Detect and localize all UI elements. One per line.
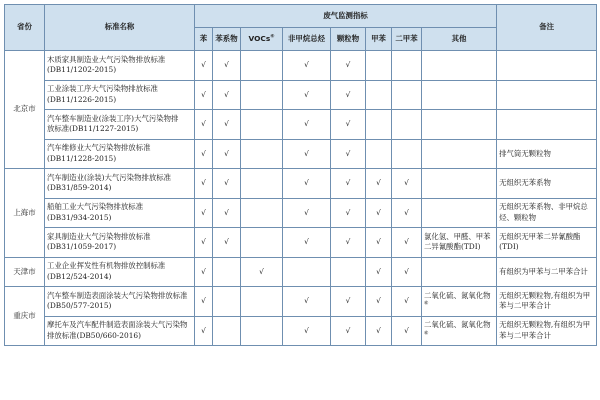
other-indicator-cell: [422, 80, 497, 110]
header-xylene: 二甲苯: [392, 28, 422, 51]
indicator-cell: [331, 80, 366, 110]
checkmark: √: [201, 148, 206, 158]
header-standard-name: 标准名称: [45, 5, 195, 51]
checkmark: √: [304, 325, 309, 335]
indicator-cell: [283, 139, 331, 169]
indicator-cell: [331, 110, 366, 140]
indicator-cell: [213, 316, 241, 346]
standard-name-line2: (DB11/1202-2015): [47, 65, 117, 75]
indicator-cell: [283, 287, 331, 317]
checkmark: √: [376, 266, 381, 276]
standard-name-line1: 汽车制造业(涂装)大气污染物排放标准: [47, 172, 172, 182]
table-body: [5, 51, 597, 346]
checkmark: √: [201, 266, 206, 276]
indicator-cell: [195, 316, 213, 346]
header-benzene-series: 苯系物: [213, 28, 241, 51]
indicator-cell: [366, 139, 392, 169]
checkmark: √: [345, 60, 351, 69]
indicator-cell: [283, 228, 331, 258]
table-row: [5, 257, 597, 287]
indicator-cell: [213, 169, 241, 199]
checkmark: √: [224, 237, 229, 246]
checkmark: √: [201, 207, 206, 217]
indicator-cell: [366, 110, 392, 140]
indicator-cell: [195, 257, 213, 287]
standard-name-line1: 汽车整车制造表面涂装大气污染物排放标准: [47, 290, 188, 300]
checkmark: √: [224, 60, 229, 69]
indicator-cell: [331, 316, 366, 346]
province-cell: 重庆市: [5, 287, 45, 346]
indicator-cell: [241, 51, 283, 81]
indicator-cell: [331, 257, 366, 287]
checkmark: √: [404, 266, 409, 276]
standard-name-line2: (DB50/577-2015): [47, 301, 112, 311]
checkmark: √: [304, 148, 309, 158]
checkmark: √: [345, 89, 351, 99]
header-exhaust-indicators: 废气监测指标: [195, 5, 497, 28]
other-indicator-cell: [422, 316, 497, 346]
indicator-cell: [195, 80, 213, 110]
other-indicator-cell: [422, 169, 497, 199]
indicator-cell: [195, 228, 213, 258]
indicator-cell: [213, 110, 241, 140]
checkmark: √: [345, 237, 351, 246]
checkmark: √: [376, 237, 381, 246]
indicator-cell: [392, 198, 422, 228]
checkmark: √: [345, 325, 351, 335]
table-row: [5, 110, 597, 140]
other-indicator-text: 二氧化硫、氮氧化物: [424, 290, 491, 300]
province-cell: 上海市: [5, 169, 45, 258]
indicator-cell: [392, 257, 422, 287]
table-row: [5, 139, 597, 169]
checkmark: √: [304, 60, 309, 69]
remarks-cell: 无组织无甲苯二异氰酸酯(TDI): [497, 228, 597, 258]
checkmark: √: [304, 178, 309, 187]
indicator-cell: [241, 169, 283, 199]
indicator-cell: [392, 228, 422, 258]
header-nmhc: 非甲烷总烃: [283, 28, 331, 51]
remarks-cell: 无组织无苯系物、非甲烷总烃、颗粒物: [497, 198, 597, 228]
indicator-cell: [213, 80, 241, 110]
checkmark: √: [259, 266, 264, 276]
table-row: [5, 198, 597, 228]
indicator-cell: [241, 110, 283, 140]
table-row: [5, 228, 597, 258]
table-row: [5, 169, 597, 199]
standard-name-cell: [45, 287, 195, 317]
checkmark: √: [404, 207, 409, 217]
standard-name-line1: 木质家具制造业大气污染物排放标准: [47, 54, 166, 64]
remarks-cell: 排气筒无颗粒物: [497, 139, 597, 169]
indicator-cell: [331, 51, 366, 81]
checkmark: √: [224, 89, 229, 99]
indicator-cell: [366, 287, 392, 317]
indicator-cell: [241, 257, 283, 287]
checkmark: √: [224, 148, 229, 158]
indicator-cell: [366, 228, 392, 258]
indicator-cell: [331, 198, 366, 228]
checkmark: √: [304, 237, 309, 246]
checkmark: √: [404, 325, 409, 335]
indicator-cell: [195, 169, 213, 199]
indicator-cell: [283, 316, 331, 346]
indicator-cell: [392, 110, 422, 140]
standard-name-line1: 家具制造业大气污染物排放标准: [47, 231, 151, 241]
standard-name-line2: (DB31/859-2014): [47, 183, 112, 193]
checkmark: √: [224, 178, 229, 187]
remarks-cell: [497, 110, 597, 140]
indicator-cell: [213, 51, 241, 81]
table-row: [5, 80, 597, 110]
checkmark: √: [376, 325, 381, 335]
remarks-cell: 无组织无颗粒物,有组织为甲苯与二甲苯合计: [497, 287, 597, 317]
indicator-cell: [195, 198, 213, 228]
indicator-cell: [283, 198, 331, 228]
indicator-cell: [366, 316, 392, 346]
other-indicator-cell: [422, 228, 497, 258]
other-indicator-text: 二氧化硫、氮氧化物: [424, 320, 491, 330]
indicator-cell: [241, 80, 283, 110]
standard-name-line2: (DB11/1228-2015): [47, 153, 117, 163]
remarks-cell: [497, 80, 597, 110]
indicator-cell: [241, 287, 283, 317]
standard-name-line1: 船舶工业大气污染物排放标准: [47, 202, 144, 212]
checkmark: √: [345, 148, 351, 158]
indicator-cell: [392, 316, 422, 346]
standard-name-cell: [45, 228, 195, 258]
checkmark: √: [345, 207, 351, 217]
standard-name-cell: [45, 257, 195, 287]
remarks-cell: 无组织无苯系物: [497, 169, 597, 199]
indicator-cell: [331, 228, 366, 258]
header-toluene: 甲苯: [366, 28, 392, 51]
header-benzene: 苯: [195, 28, 213, 51]
province-cell: 天津市: [5, 257, 45, 287]
header-province: 省份: [5, 5, 45, 51]
indicator-cell: [366, 198, 392, 228]
indicator-cell: [283, 80, 331, 110]
standard-name-line1: 工业涂装工序大气污染物排放标准: [47, 84, 158, 94]
indicator-cell: [283, 169, 331, 199]
indicator-cell: [283, 51, 331, 81]
standard-name-line1: 摩托车及汽车配件制造表面涂装大气污染物排放标准(DB50/660-2016): [47, 320, 188, 340]
checkmark: √: [201, 237, 206, 246]
checkmark: √: [304, 207, 309, 217]
other-indicator-cell: [422, 287, 497, 317]
indicator-cell: [331, 287, 366, 317]
standard-name-line2: (DB11/1226-2015): [47, 94, 117, 104]
checkmark: √: [224, 119, 229, 128]
footnote-marker: ⑥: [424, 330, 429, 337]
indicator-cell: [331, 169, 366, 199]
indicator-cell: [241, 228, 283, 258]
indicator-cell: [283, 110, 331, 140]
checkmark: √: [304, 119, 309, 128]
header-vocs-label: VOCs: [248, 33, 271, 43]
checkmark: √: [376, 178, 381, 187]
indicator-cell: [366, 80, 392, 110]
checkmark: √: [304, 89, 309, 99]
indicator-cell: [366, 257, 392, 287]
checkmark: √: [201, 325, 206, 335]
indicator-cell: [195, 110, 213, 140]
checkmark: √: [376, 207, 381, 217]
indicator-cell: [241, 316, 283, 346]
checkmark: √: [404, 296, 409, 305]
indicator-cell: [392, 169, 422, 199]
indicator-cell: [213, 287, 241, 317]
other-indicator-cell: [422, 110, 497, 140]
indicator-cell: [241, 139, 283, 169]
checkmark: √: [201, 296, 206, 305]
checkmark: √: [201, 89, 206, 99]
checkmark: √: [201, 60, 206, 69]
remarks-cell: 无组织无颗粒物,有组织为甲苯与二甲苯合计: [497, 316, 597, 346]
indicator-cell: [366, 169, 392, 199]
standard-name-line2: (DB31/934-2015): [47, 212, 112, 222]
standard-name-line2: (DB12/524-2014): [47, 271, 112, 281]
indicator-cell: [195, 139, 213, 169]
other-indicator-cell: [422, 51, 497, 81]
province-cell: 北京市: [5, 51, 45, 169]
checkmark: √: [376, 296, 381, 305]
other-indicator-cell: [422, 257, 497, 287]
indicator-cell: [366, 51, 392, 81]
indicator-cell: [213, 257, 241, 287]
standard-name-cell: [45, 198, 195, 228]
standard-name-cell: [45, 169, 195, 199]
checkmark: √: [345, 178, 351, 187]
indicator-cell: [213, 198, 241, 228]
standard-name-line1: 汽车整车制造业(涂装工序)大气污染物排: [47, 113, 179, 123]
indicator-cell: [195, 287, 213, 317]
header-particulate: 颗粒物: [331, 28, 366, 51]
table-row: [5, 287, 597, 317]
table-row: [5, 316, 597, 346]
header-other: 其他: [422, 28, 497, 51]
header-vocs: [241, 28, 283, 51]
standards-table: [4, 4, 597, 346]
indicator-cell: [392, 139, 422, 169]
checkmark: √: [304, 296, 309, 305]
table-row: [5, 51, 597, 81]
standard-name-cell: [45, 80, 195, 110]
indicator-cell: [392, 80, 422, 110]
checkmark: √: [345, 296, 351, 305]
standard-name-cell: [45, 110, 195, 140]
other-indicator-text: 氯化氢、甲醛、甲苯二异氰酸酯(TDI): [424, 231, 491, 252]
header-vocs-footnote: ⑥: [270, 33, 275, 40]
standard-name-cell: [45, 51, 195, 81]
standard-name-cell: [45, 316, 195, 346]
indicator-cell: [213, 228, 241, 258]
checkmark: √: [201, 178, 206, 187]
footnote-marker: ⑥: [424, 300, 429, 307]
other-indicator-cell: [422, 139, 497, 169]
other-indicator-cell: [422, 198, 497, 228]
indicator-cell: [283, 257, 331, 287]
indicator-cell: [213, 139, 241, 169]
indicator-cell: [392, 287, 422, 317]
standard-name-line1: 工业企业挥发性有机物排放控制标准: [47, 261, 166, 271]
standard-name-cell: [45, 139, 195, 169]
remarks-cell: [497, 51, 597, 81]
standard-name-line2: 放标准(DB11/1227-2015): [47, 124, 139, 134]
checkmark: √: [404, 237, 409, 246]
checkmark: √: [224, 207, 229, 217]
checkmark: √: [345, 119, 351, 128]
indicator-cell: [392, 51, 422, 81]
indicator-cell: [331, 139, 366, 169]
checkmark: √: [404, 178, 409, 187]
indicator-cell: [241, 198, 283, 228]
indicator-cell: [195, 51, 213, 81]
checkmark: √: [201, 119, 206, 128]
header-remarks: 备注: [497, 5, 597, 51]
remarks-cell: 有组织为甲苯与二甲苯合计: [497, 257, 597, 287]
standard-name-line1: 汽车维修业大气污染物排放标准: [47, 143, 151, 153]
standard-name-line2: (DB31/1059-2017): [47, 242, 117, 252]
